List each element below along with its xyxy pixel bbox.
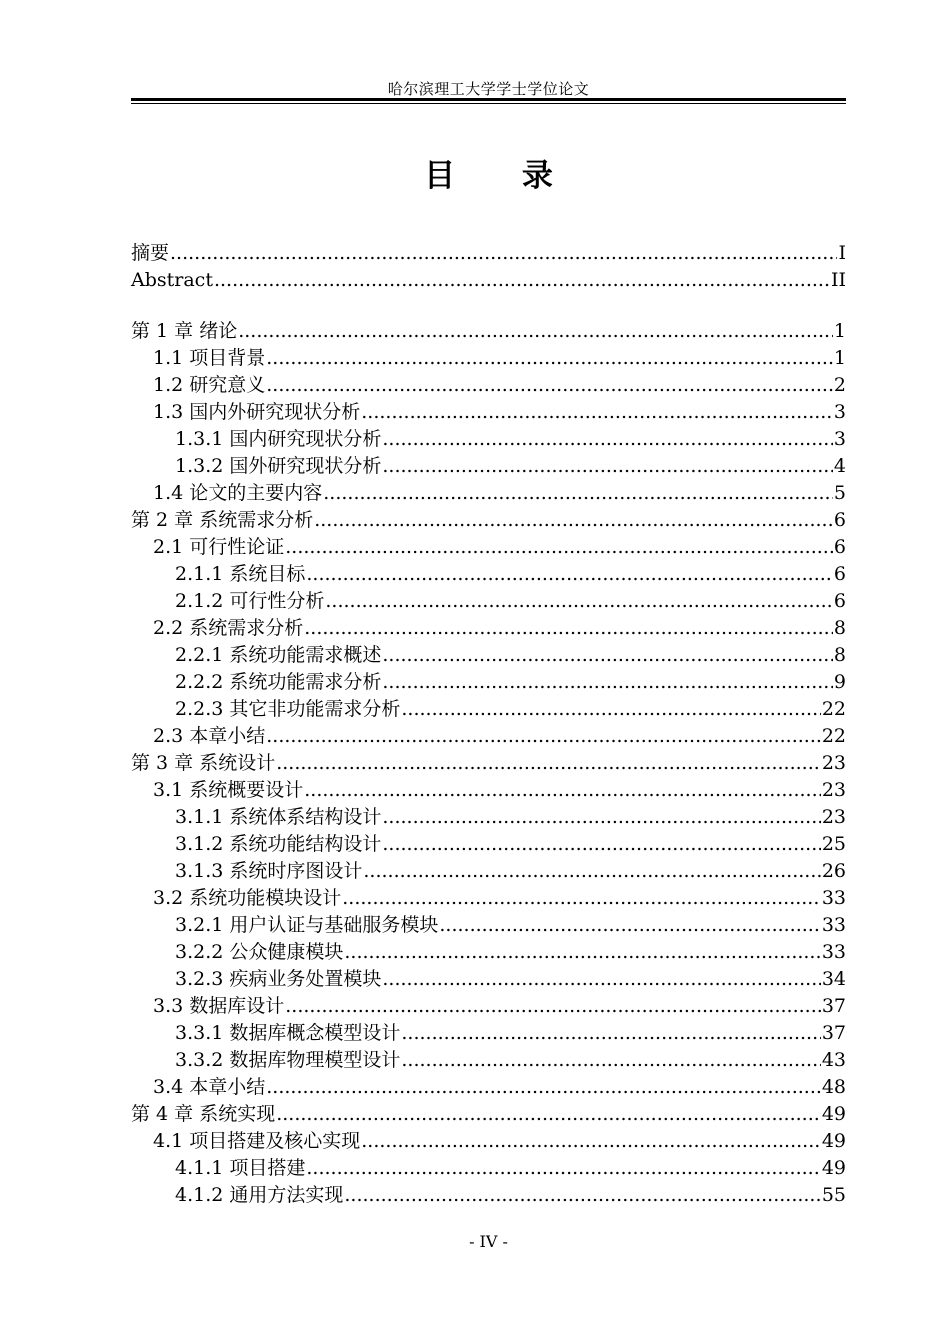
toc-entry-page: 1 [833, 320, 846, 342]
toc-entry-label: 2.2 系统需求分析 [153, 617, 304, 639]
toc-entry[interactable] [131, 372, 846, 399]
toc-entry-page: 6 [833, 536, 846, 558]
toc-entry[interactable] [131, 1074, 846, 1101]
toc-entry[interactable] [131, 1182, 846, 1209]
toc-entry[interactable] [131, 615, 846, 642]
toc-entry-label: 1.3 国内外研究现状分析 [153, 401, 361, 423]
running-header: 哈尔滨理工大学学士学位论文 [387, 80, 590, 98]
toc-entry[interactable] [131, 561, 846, 588]
toc-entry-label: 1.2 研究意义 [153, 374, 266, 396]
toc-dot-leader [361, 399, 833, 426]
toc-entry-label: 2.2.2 系统功能需求分析 [175, 671, 382, 693]
toc-dot-leader [170, 240, 837, 267]
toc-dot-leader [304, 615, 833, 642]
toc-entry-page: 37 [821, 995, 846, 1017]
toc-entry-page: 22 [821, 698, 846, 720]
toc-dot-leader [342, 885, 821, 912]
toc-entry-page: 9 [833, 671, 846, 693]
toc-dot-leader [285, 534, 833, 561]
toc-dot-leader [266, 1074, 821, 1101]
toc-entry-label: 1.3.2 国外研究现状分析 [175, 455, 382, 477]
toc-entry-label: 2.1 可行性论证 [153, 536, 285, 558]
toc-entry[interactable] [131, 1047, 846, 1074]
toc-entry[interactable] [131, 1128, 846, 1155]
toc-entry-page: 26 [821, 860, 846, 882]
toc-dot-leader [314, 507, 833, 534]
toc-entry-page: 2 [833, 374, 846, 396]
toc-entry-page: 34 [821, 968, 846, 990]
toc-entry-page: 3 [833, 428, 846, 450]
toc-entry[interactable] [131, 588, 846, 615]
toc-entry-label: 3.1.2 系统功能结构设计 [175, 833, 382, 855]
toc-entry-page: 49 [821, 1103, 846, 1125]
toc-entry[interactable] [131, 345, 846, 372]
toc-dot-leader [266, 372, 833, 399]
toc-entry-page: 8 [833, 644, 846, 666]
toc-entry[interactable] [131, 426, 846, 453]
toc-dot-leader [304, 777, 821, 804]
toc-entry[interactable] [131, 669, 846, 696]
toc-entry-page: 33 [821, 941, 846, 963]
toc-entry[interactable] [131, 993, 846, 1020]
toc-entry-label: 1.4 论文的主要内容 [153, 482, 323, 504]
toc-entry-page: 37 [821, 1022, 846, 1044]
toc-entry-page: 1 [833, 347, 846, 369]
toc-entry-page: 43 [821, 1049, 846, 1071]
toc-entry[interactable] [131, 696, 846, 723]
toc-entry-label: 2.1.2 可行性分析 [175, 590, 325, 612]
toc-dot-leader [344, 1182, 820, 1209]
toc-entry[interactable] [131, 534, 846, 561]
toc-entry-label: 4.1 项目搭建及核心实现 [153, 1130, 361, 1152]
toc-entry-page: 5 [833, 482, 846, 504]
toc-entry-page: 23 [821, 752, 846, 774]
toc-dot-leader [382, 426, 833, 453]
toc-entry-label: 1.1 项目背景 [153, 347, 266, 369]
toc-dot-leader [306, 1155, 820, 1182]
toc-entry[interactable] [131, 966, 846, 993]
toc-entry[interactable] [131, 858, 846, 885]
toc-entry-label: 摘要 [131, 242, 170, 264]
toc-entry[interactable] [131, 480, 846, 507]
toc-entry-label: 2.2.3 其它非功能需求分析 [175, 698, 401, 720]
toc-entry-label: 第 4 章 系统实现 [131, 1103, 276, 1125]
toc-entry[interactable] [131, 804, 846, 831]
toc-entry-label: 第 2 章 系统需求分析 [131, 509, 314, 531]
toc-dot-leader [306, 561, 833, 588]
toc-entry-label: 4.1.1 项目搭建 [175, 1157, 306, 1179]
toc-entry-page: 22 [821, 725, 846, 747]
toc-entry-label: 2.1.1 系统目标 [175, 563, 306, 585]
toc-dot-leader [276, 1101, 821, 1128]
table-of-contents [131, 240, 846, 1209]
toc-entry-page: 8 [833, 617, 846, 639]
page-title: 目 录 [424, 158, 581, 194]
toc-dot-leader [344, 939, 820, 966]
toc-entry[interactable] [131, 723, 846, 750]
toc-entry-label: 3.1 系统概要设计 [153, 779, 304, 801]
toc-entry-label: Abstract [131, 269, 213, 291]
toc-dot-leader [382, 804, 820, 831]
toc-entry-page: I [838, 242, 846, 264]
toc-dot-leader [266, 345, 833, 372]
toc-entry[interactable] [131, 750, 846, 777]
toc-dot-leader [323, 480, 833, 507]
toc-entry[interactable] [131, 267, 846, 294]
toc-entry[interactable] [131, 1020, 846, 1047]
toc-entry-page: 55 [821, 1184, 846, 1206]
toc-entry[interactable] [131, 1101, 846, 1128]
toc-entry-label: 第 1 章 绪论 [131, 320, 238, 342]
toc-entry-page: 33 [821, 914, 846, 936]
toc-dot-leader [401, 1047, 820, 1074]
page-number: - IV - [469, 1232, 508, 1251]
toc-dot-leader [439, 912, 820, 939]
toc-entry-label: 2.3 本章小结 [153, 725, 266, 747]
toc-entry-label: 3.4 本章小结 [153, 1076, 266, 1098]
toc-dot-leader [382, 453, 833, 480]
toc-dot-leader [325, 588, 833, 615]
toc-dot-leader [382, 966, 820, 993]
toc-entry[interactable] [131, 399, 846, 426]
toc-entry[interactable] [131, 642, 846, 669]
toc-entry-label: 3.2.1 用户认证与基础服务模块 [175, 914, 439, 936]
toc-entry-page: 4 [833, 455, 846, 477]
toc-entry[interactable] [131, 1155, 846, 1182]
toc-entry[interactable] [131, 939, 846, 966]
toc-entry-page: 6 [833, 563, 846, 585]
toc-entry-page: 49 [821, 1130, 846, 1152]
toc-entry[interactable] [131, 507, 846, 534]
toc-dot-leader [382, 669, 833, 696]
toc-entry-page: 23 [821, 779, 846, 801]
toc-entry-page: 25 [821, 833, 846, 855]
toc-entry-label: 2.2.1 系统功能需求概述 [175, 644, 382, 666]
toc-entry-label: 3.2 系统功能模块设计 [153, 887, 342, 909]
toc-entry[interactable] [131, 912, 846, 939]
toc-entry[interactable] [131, 777, 846, 804]
toc-dot-leader [266, 723, 821, 750]
toc-entry-label: 3.2.3 疾病业务处置模块 [175, 968, 382, 990]
toc-entry-label: 1.3.1 国内研究现状分析 [175, 428, 382, 450]
toc-entry-label: 3.3.1 数据库概念模型设计 [175, 1022, 401, 1044]
toc-entry-page: 23 [821, 806, 846, 828]
toc-entry[interactable] [131, 318, 846, 345]
toc-entry-page: 6 [833, 590, 846, 612]
toc-dot-leader [401, 696, 820, 723]
toc-entry-label: 3.3.2 数据库物理模型设计 [175, 1049, 401, 1071]
toc-dot-leader [382, 642, 833, 669]
toc-dot-leader [361, 1128, 821, 1155]
toc-dot-leader [238, 318, 833, 345]
header-rule-thick [131, 98, 846, 101]
toc-entry-label: 3.2.2 公众健康模块 [175, 941, 344, 963]
toc-entry-label: 3.1.1 系统体系结构设计 [175, 806, 382, 828]
toc-entry-label: 4.1.2 通用方法实现 [175, 1184, 344, 1206]
toc-dot-leader [285, 993, 821, 1020]
toc-dot-leader [382, 831, 820, 858]
toc-entry[interactable] [131, 240, 846, 267]
toc-entry-page: 49 [821, 1157, 846, 1179]
toc-entry[interactable] [131, 885, 846, 912]
toc-entry-page: 6 [833, 509, 846, 531]
toc-entry-page: II [830, 269, 846, 291]
toc-dot-leader [214, 267, 830, 294]
toc-dot-leader [276, 750, 821, 777]
header-rule-thin [131, 103, 846, 104]
toc-entry-label: 3.1.3 系统时序图设计 [175, 860, 363, 882]
toc-entry[interactable] [131, 453, 846, 480]
toc-entry-label: 3.3 数据库设计 [153, 995, 285, 1017]
toc-dot-leader [363, 858, 820, 885]
toc-entry-page: 3 [833, 401, 846, 423]
toc-entry-page: 48 [821, 1076, 846, 1098]
toc-entry-label: 第 3 章 系统设计 [131, 752, 276, 774]
toc-entry-page: 33 [821, 887, 846, 909]
toc-entry[interactable] [131, 831, 846, 858]
toc-dot-leader [401, 1020, 820, 1047]
